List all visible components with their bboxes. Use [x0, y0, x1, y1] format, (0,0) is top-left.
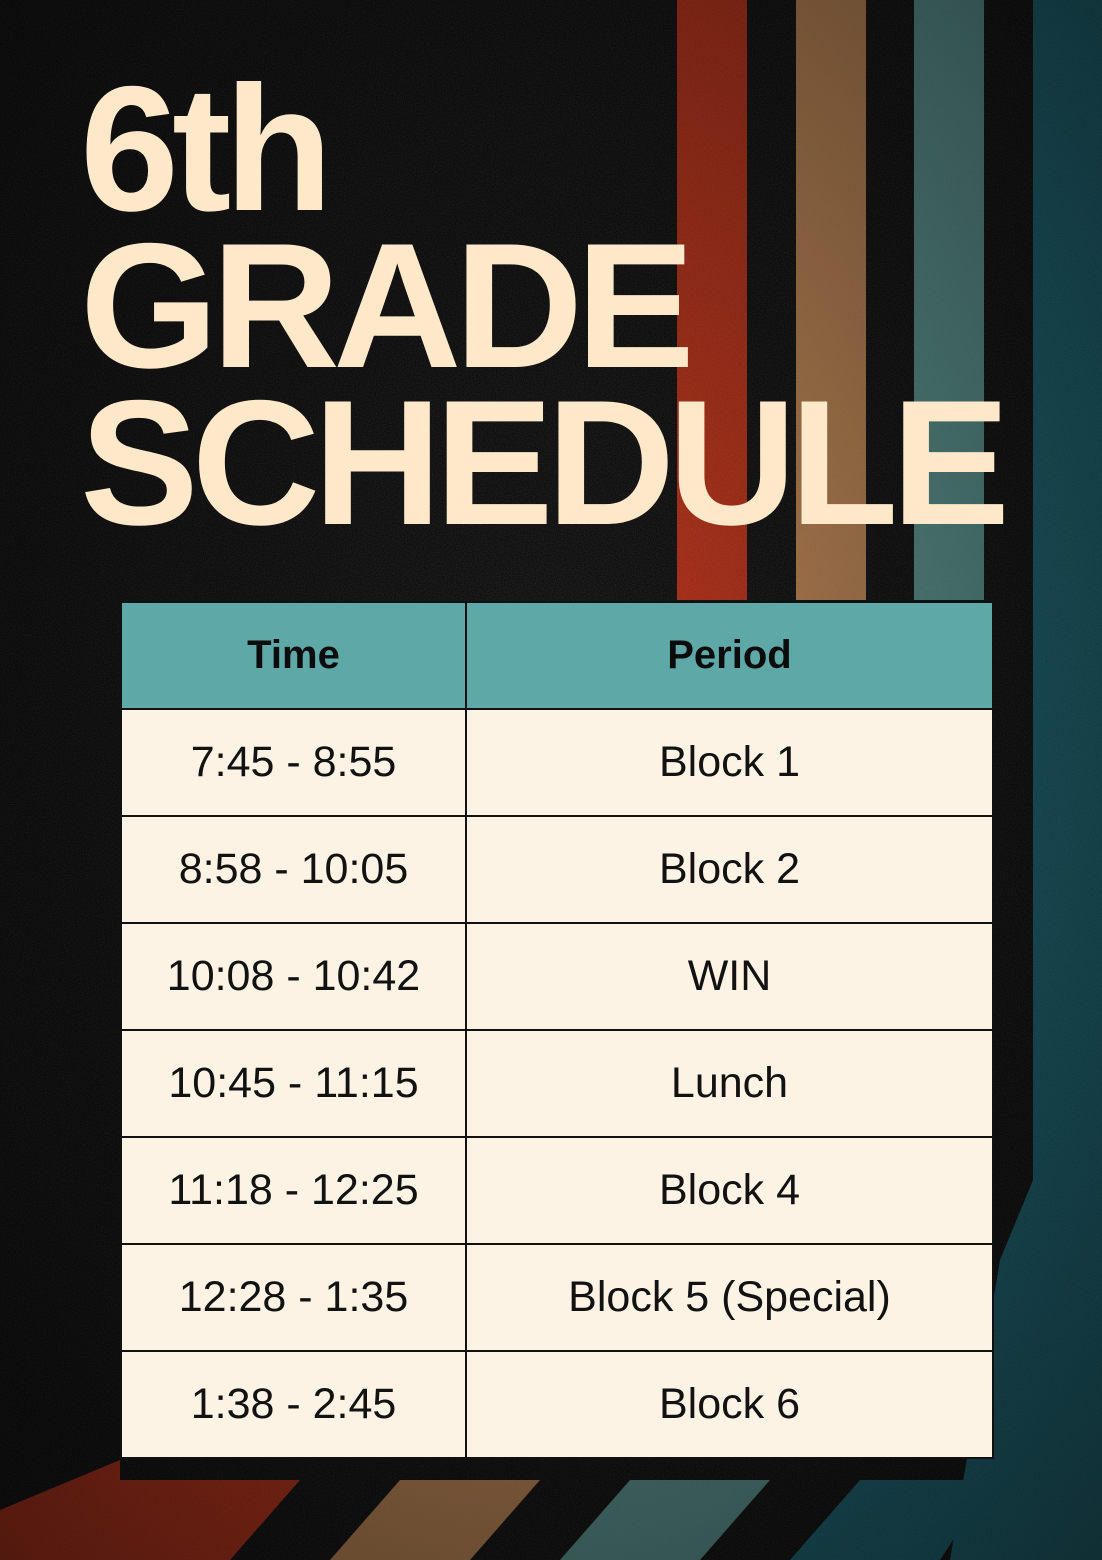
- period-cell: WIN: [466, 923, 993, 1030]
- table-header-row: [121, 602, 993, 709]
- table-row: [121, 1137, 993, 1244]
- table-row: [121, 1244, 993, 1351]
- poster-title: [80, 49, 1004, 562]
- time-cell: 10:08 - 10:42: [121, 923, 466, 1030]
- time-cell: 7:45 - 8:55: [121, 709, 466, 816]
- time-cell: 8:58 - 10:05: [121, 816, 466, 923]
- time-column-header: Time: [121, 602, 466, 709]
- schedule-table: [120, 601, 994, 1459]
- table-row: [121, 816, 993, 923]
- time-cell: 12:28 - 1:35: [121, 1244, 466, 1351]
- time-cell: 10:45 - 11:15: [121, 1030, 466, 1137]
- period-cell: Block 4: [466, 1137, 993, 1244]
- title-grade-number: 6th: [80, 49, 326, 248]
- period-cell: Block 1: [466, 709, 993, 816]
- period-cell: Block 6: [466, 1351, 993, 1458]
- table-row: [121, 1030, 993, 1137]
- time-cell: 11:18 - 12:25: [121, 1137, 466, 1244]
- table-row: [121, 1351, 993, 1458]
- table-row: [121, 709, 993, 816]
- period-cell: Lunch: [466, 1030, 993, 1137]
- title-grade-word: GRADE: [80, 206, 688, 405]
- period-column-header: Period: [466, 602, 993, 709]
- period-cell: Block 5 (Special): [466, 1244, 993, 1351]
- table-row: [121, 923, 993, 1030]
- title-schedule-word: SCHEDULE: [80, 363, 1004, 562]
- time-cell: 1:38 - 2:45: [121, 1351, 466, 1458]
- period-cell: Block 2: [466, 816, 993, 923]
